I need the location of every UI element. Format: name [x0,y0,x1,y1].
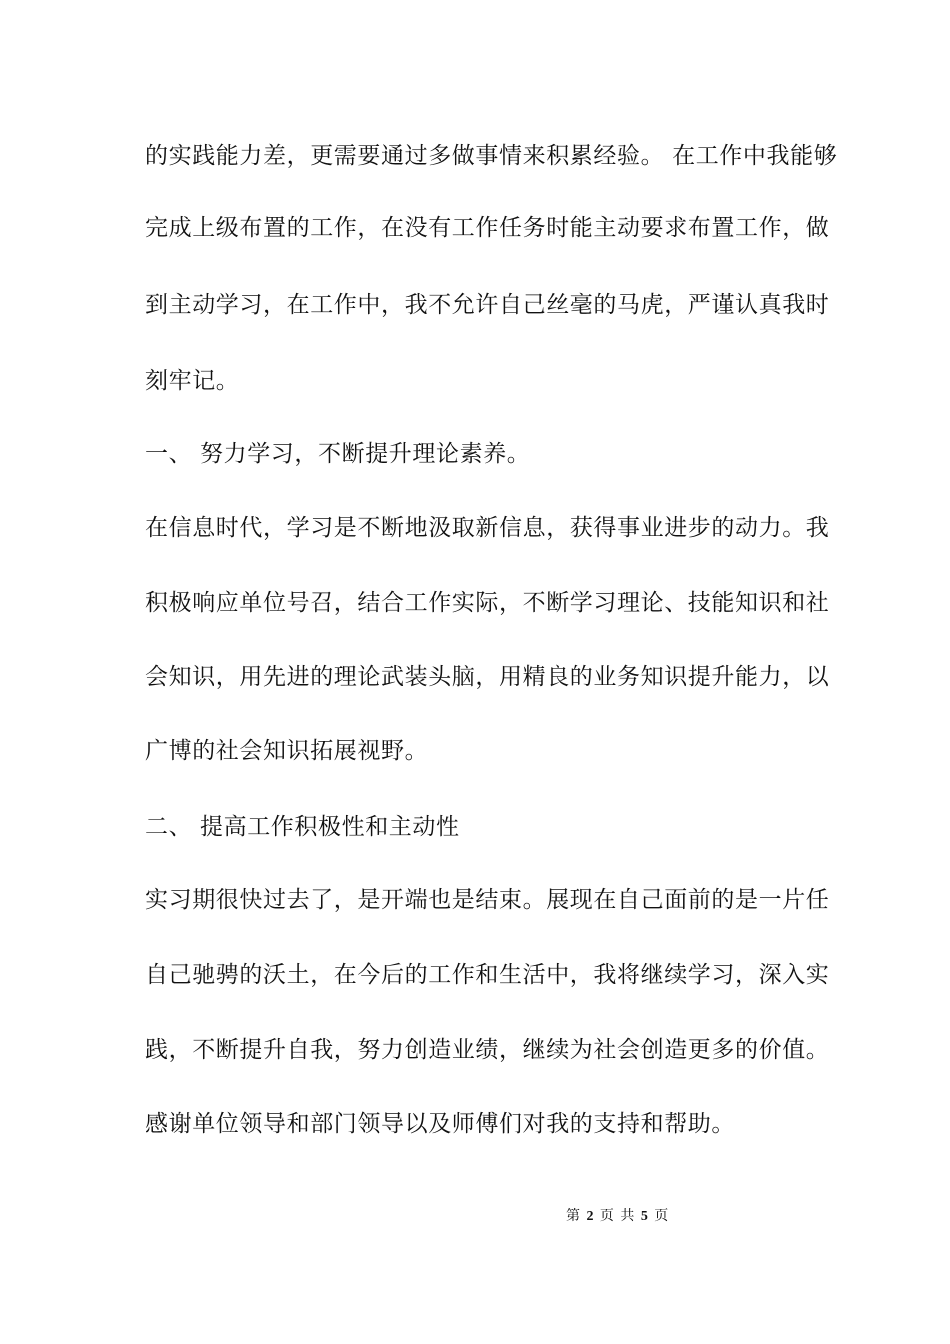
paragraph-line: 践，不断提升自我，努力创造业绩，继续为社会创造更多的价值。 [145,1037,830,1063]
paragraph-line: 到主动学习，在工作中，我不允许自己丝毫的马虎，严谨认真我时 [145,292,830,318]
paragraph-line: 的实践能力差，更需要通过多做事情来积累经验。 在工作中我能够 [145,143,838,169]
paragraph-line: 积极响应单位号召，结合工作实际，不断学习理论、技能知识和社 [145,590,830,616]
paragraph-line: 实习期很快过去了，是开端也是结束。展现在自己面前的是一片任 [145,887,830,913]
paragraph-line: 广博的社会知识拓展视野。 [145,738,429,764]
paragraph-line: 完成上级布置的工作，在没有工作任务时能主动要求布置工作，做 [145,215,830,241]
footer-suffix: 页 [654,1208,670,1224]
current-page-number: 2 [586,1209,595,1224]
paragraph-line: 感谢单位领导和部门领导以及师傅们对我的支持和帮助。 [145,1111,735,1137]
section-title: 努力学习，不断提升理论素养。 [200,441,531,467]
paragraph-line: 在信息时代，学习是不断地汲取新信息，获得事业进步的动力。我 [145,515,830,541]
page-number [566,1207,669,1226]
total-page-number: 5 [640,1209,649,1224]
footer-middle: 页 共 [599,1208,636,1224]
paragraph-line: 会知识，用先进的理论武装头脑，用精良的业务知识提升能力，以 [145,664,830,690]
section-heading-1 [145,439,825,469]
footer-prefix: 第 [566,1208,581,1224]
paragraph-line: 刻牢记。 [145,368,240,394]
section-number: 二、 [145,814,193,840]
section-title: 提高工作积极性和主动性 [200,814,460,840]
section-number: 一、 [145,441,193,467]
paragraph-line: 自己驰骋的沃土，在今后的工作和生活中，我将继续学习，深入实 [145,962,830,988]
section-heading-2 [145,812,825,842]
